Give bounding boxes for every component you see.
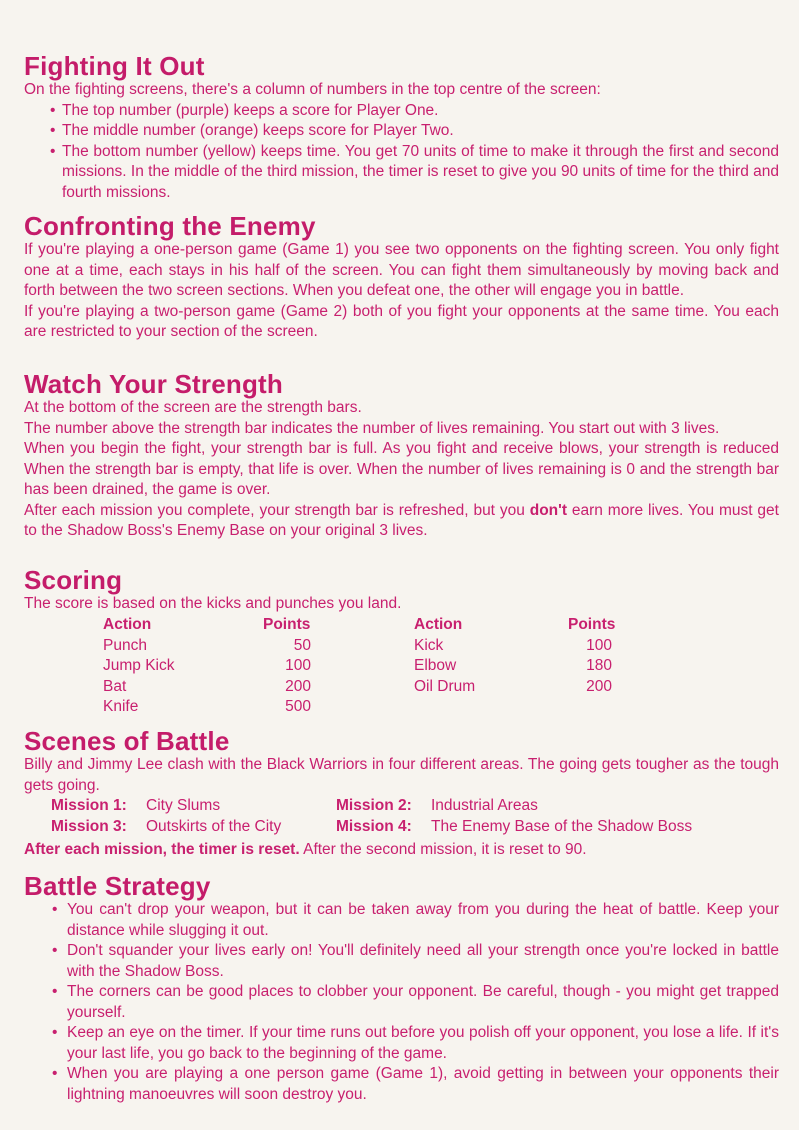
- column-header-action: Action: [414, 616, 463, 633]
- score-table-left: [103, 615, 323, 718]
- list-item: • The corners can be good places to clobber your opponent. Be careful, though - you might get trapped yourself.: [52, 983, 779, 1021]
- section-title: Watch Your Strength: [24, 369, 283, 399]
- section-confronting-the-enemy: [24, 212, 779, 343]
- list-item: • The middle number (orange) keeps score for Player Two.: [24, 121, 779, 142]
- bullet-icon: •: [52, 983, 58, 1000]
- list-item: • The bottom number (yellow) keeps time. You get 70 units of time to make it through the first and second missions. In the middle of the third mission, the timer is reset to give you 90 units of time for the third and fourth missions.: [50, 142, 779, 201]
- table-row: Mission 3: Outskirts of the City Mission 4: The Enemy Base of the Shadow Boss: [51, 817, 693, 835]
- mission-table: [51, 796, 692, 837]
- column-header-points: Points: [568, 616, 616, 633]
- table-row: Jump Kick 100: [103, 657, 311, 674]
- bullet-icon: •: [52, 901, 58, 918]
- emphasis-text: don't: [529, 501, 568, 519]
- table-row: Kick 100: [414, 636, 612, 654]
- paragraph: At the bottom of the screen are the strength bars.: [24, 399, 362, 416]
- timer-note: After each mission, the timer is reset. After the second mission, it is reset to 90.: [24, 841, 587, 858]
- section-title: Fighting It Out: [24, 51, 205, 81]
- section-title: Scoring: [24, 565, 123, 595]
- paragraph: The number above the strength bar indicates the number of lives remaining. You start out with 3 lives.: [24, 419, 720, 437]
- bullet-list: [24, 101, 779, 204]
- paragraph: If you're playing a one-person game (Game 1) you see two opponents on the fighting screen. You only fight one at a time, each stays in his half of the screen. You can fight them simultaneously by moving back and forth between the two screen sections. When you defeat one, the other will engage you in battle.: [24, 241, 779, 299]
- section-battle-strategy: [24, 872, 779, 1105]
- bullet-icon: •: [50, 122, 56, 139]
- section-title: Confronting the Enemy: [24, 211, 316, 241]
- table-row: Bat 200: [103, 677, 311, 695]
- bullet-icon: •: [52, 1024, 58, 1041]
- section-scenes-of-battle: [24, 727, 779, 861]
- paragraph: If you're playing a two-person game (Game 2) both of you fight your opponents at the same time. You each are restricted to your section of the screen.: [24, 302, 779, 340]
- column-header-points: Points: [263, 616, 311, 633]
- list-item: • When you are playing a one person game (Game 1), avoid getting in between your opponents their lightning manoeuvres will soon destroy you.: [52, 1065, 779, 1103]
- bullet-icon: •: [52, 1065, 58, 1082]
- emphasis-text: After each mission, the timer is reset.: [24, 841, 300, 858]
- list-item: • The top number (purple) keeps a score for Player One.: [24, 101, 779, 122]
- table-row: Oil Drum 200: [414, 677, 612, 695]
- section-scoring: [24, 565, 779, 715]
- table-row: Elbow 180: [414, 657, 612, 674]
- section-intro: The score is based on the kicks and punches you land.: [24, 595, 402, 612]
- list-item: • You can't drop your weapon, but it can be taken away from you during the heat of battle. Keep your distance while slugging it out.: [52, 901, 779, 939]
- score-table-right: [414, 615, 624, 697]
- section-intro: Billy and Jimmy Lee clash with the Black Warriors in four different areas. The going gets tougher as the tough gets going.: [24, 756, 779, 794]
- table-row: Mission 1: City Slums Mission 2: Industrial Areas: [51, 797, 538, 814]
- column-header-action: Action: [103, 616, 152, 633]
- section-intro: On the fighting screens, there's a column of numbers in the top centre of the screen:: [24, 81, 601, 98]
- list-item: • Keep an eye on the timer. If your time runs out before you polish off your opponent, you lose a life. If it's your last life, you go back to the beginning of the game.: [52, 1024, 779, 1062]
- list-item: • Don't squander your lives early on! You'll definitely need all your strength once you're locked in battle with the Shadow Boss.: [52, 942, 779, 980]
- paragraph: After each mission you complete, your strength bar is refreshed, but you don't earn more lives. You must get to the Shadow Boss's Enemy Base on your original 3 lives.: [24, 501, 779, 539]
- section-watch-your-strength: [24, 370, 779, 542]
- paragraph: When you begin the fight, your strength bar is full. As you fight and receive blows, your strength is reduced When the strength bar is empty, that life is over. When the number of lives remaining is 0 and the strength bar has been drained, the game is over.: [24, 440, 779, 498]
- bullet-icon: •: [50, 101, 56, 119]
- bullet-icon: •: [50, 142, 56, 160]
- bullet-list: [24, 900, 779, 1105]
- bullet-icon: •: [52, 942, 58, 959]
- table-row: Knife 500: [103, 698, 311, 715]
- section-title: Battle Strategy: [24, 871, 211, 901]
- section-fighting-it-out: [24, 52, 779, 203]
- table-row: Punch 50: [103, 636, 311, 654]
- section-title: Scenes of Battle: [24, 726, 230, 756]
